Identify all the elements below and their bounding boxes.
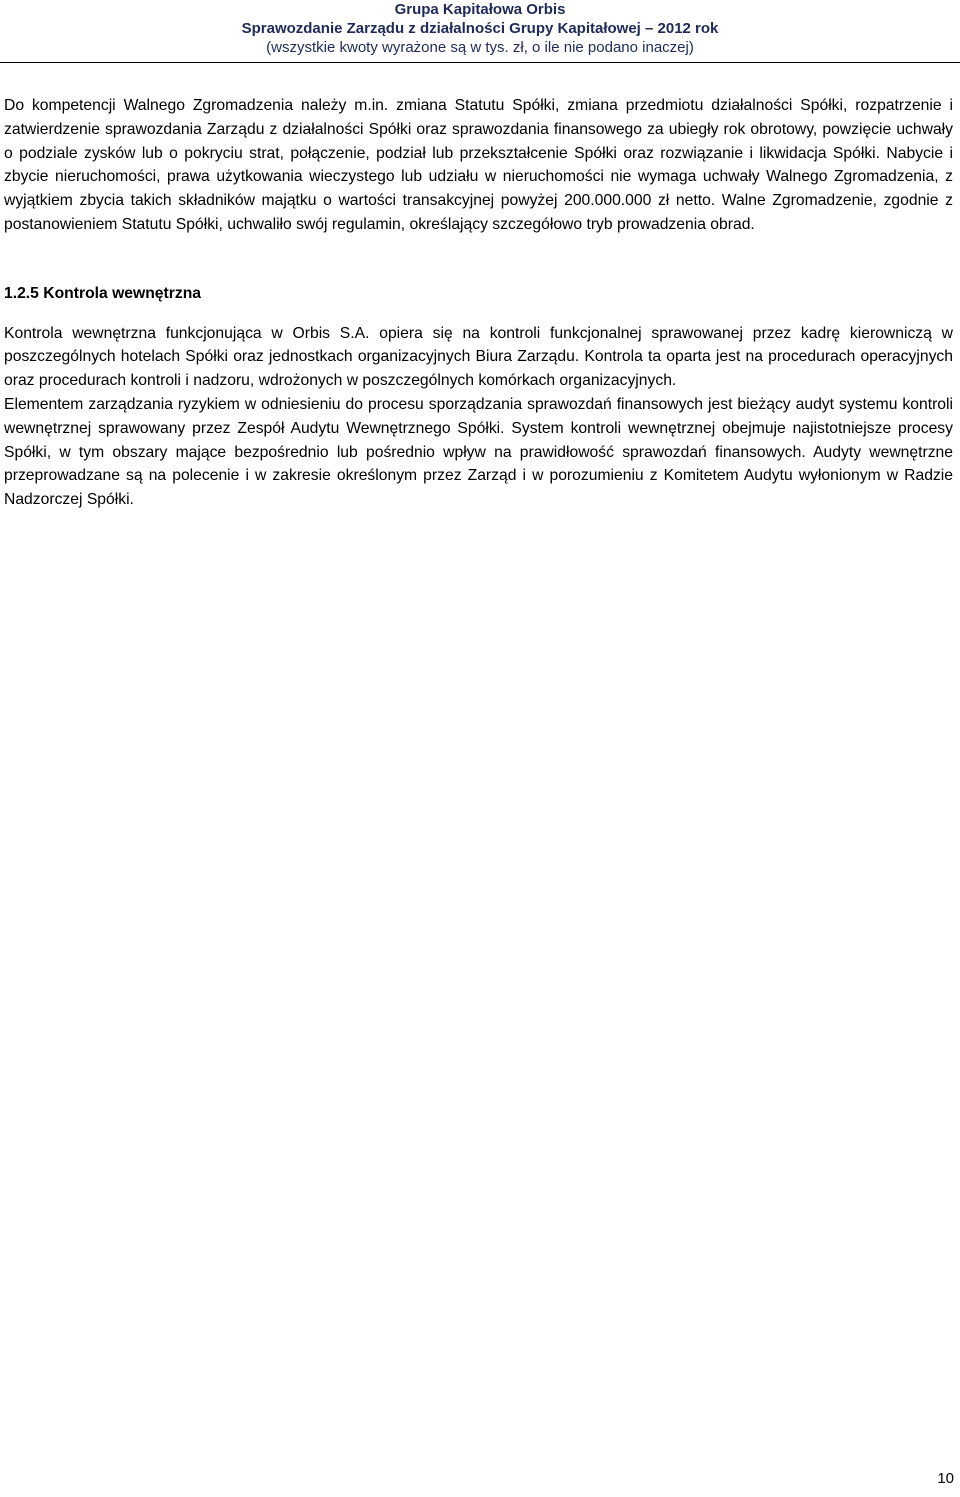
section-heading-internal-control: 1.2.5 Kontrola wewnętrzna — [4, 284, 202, 302]
header-amounts-note: (wszystkie kwoty wyrażone są w tys. zł, o ile nie podano inaczej) — [266, 39, 694, 56]
paragraph-internal-control: Kontrola wewnętrzna funkcjonująca w Orbis S.A. opiera się na kontroli funkcjonalnej sprawowanej przez kadrę kierowniczą w poszczególnych hotelach Spółki oraz jednostkach organizacyjnych Biura Zarządu. Kontrola ta oparta jest na procedurach operacyjnych oraz procedurach kontroli i nadzoru, wdrożonych w poszczególnych komórkach organizacyjnych. — [4, 324, 953, 390]
header-report-title: Sprawozdanie Zarządu z działalności Grupy Kapitałowej – 2012 rok — [241, 20, 719, 37]
page-number: 10 — [937, 1470, 954, 1487]
header-divider — [0, 62, 960, 63]
document-body — [4, 94, 953, 512]
paragraph-risk-management: Elementem zarządzania ryzykiem w odniesieniu do procesu sporządzania sprawozdań finansowych jest bieżący audyt systemu kontroli wewnętrznej sprawowany przez Zespół Audytu Wewnętrznego Spółki. System kontroli wewnętrznej obejmuje najistotniejsze procesy Spółki, w tym obszary mające bezpośrednio lub pośrednio wpływ na prawidłowość sprawozdań finansowych. Audyty wewnętrzne przeprowadzane są na polecenie i w zakresie określonym przez Zarząd i w porozumieniu z Komitetem Audytu wyłonionym w Radzie Nadzorczej Spółki. — [4, 395, 953, 509]
page-header — [0, 0, 960, 57]
paragraph-general-meeting: Do kompetencji Walnego Zgromadzenia należy m.in. zmiana Statutu Spółki, zmiana przedmiotu działalności Spółki, rozpatrzenie i zatwierdzenie sprawozdania Zarządu z działalności Spółki oraz sprawozdania finansowego za ubiegły rok obrotowy, powzięcie uchwały o podziale zysków lub o pokryciu strat, połączenie, podział lub przekształcenie Spółki oraz rozwiązanie i likwidacja Spółki. Nabycie i zbycie nieruchomości, prawa użytkowania wieczystego lub udziału w nieruchomości nie wymaga uchwały Walnego Zgromadzenia, z wyjątkiem zbycia takich składników majątku o wartości transakcyjnej powyżej 200.000.000 zł netto. Walne Zgromadzenie, zgodnie z postanowieniem Statutu Spółki, uchwaliło swój regulamin, określający szczegółowo tryb prowadzenia obrad. — [4, 97, 953, 233]
header-company-name: Grupa Kapitałowa Orbis — [394, 1, 566, 18]
